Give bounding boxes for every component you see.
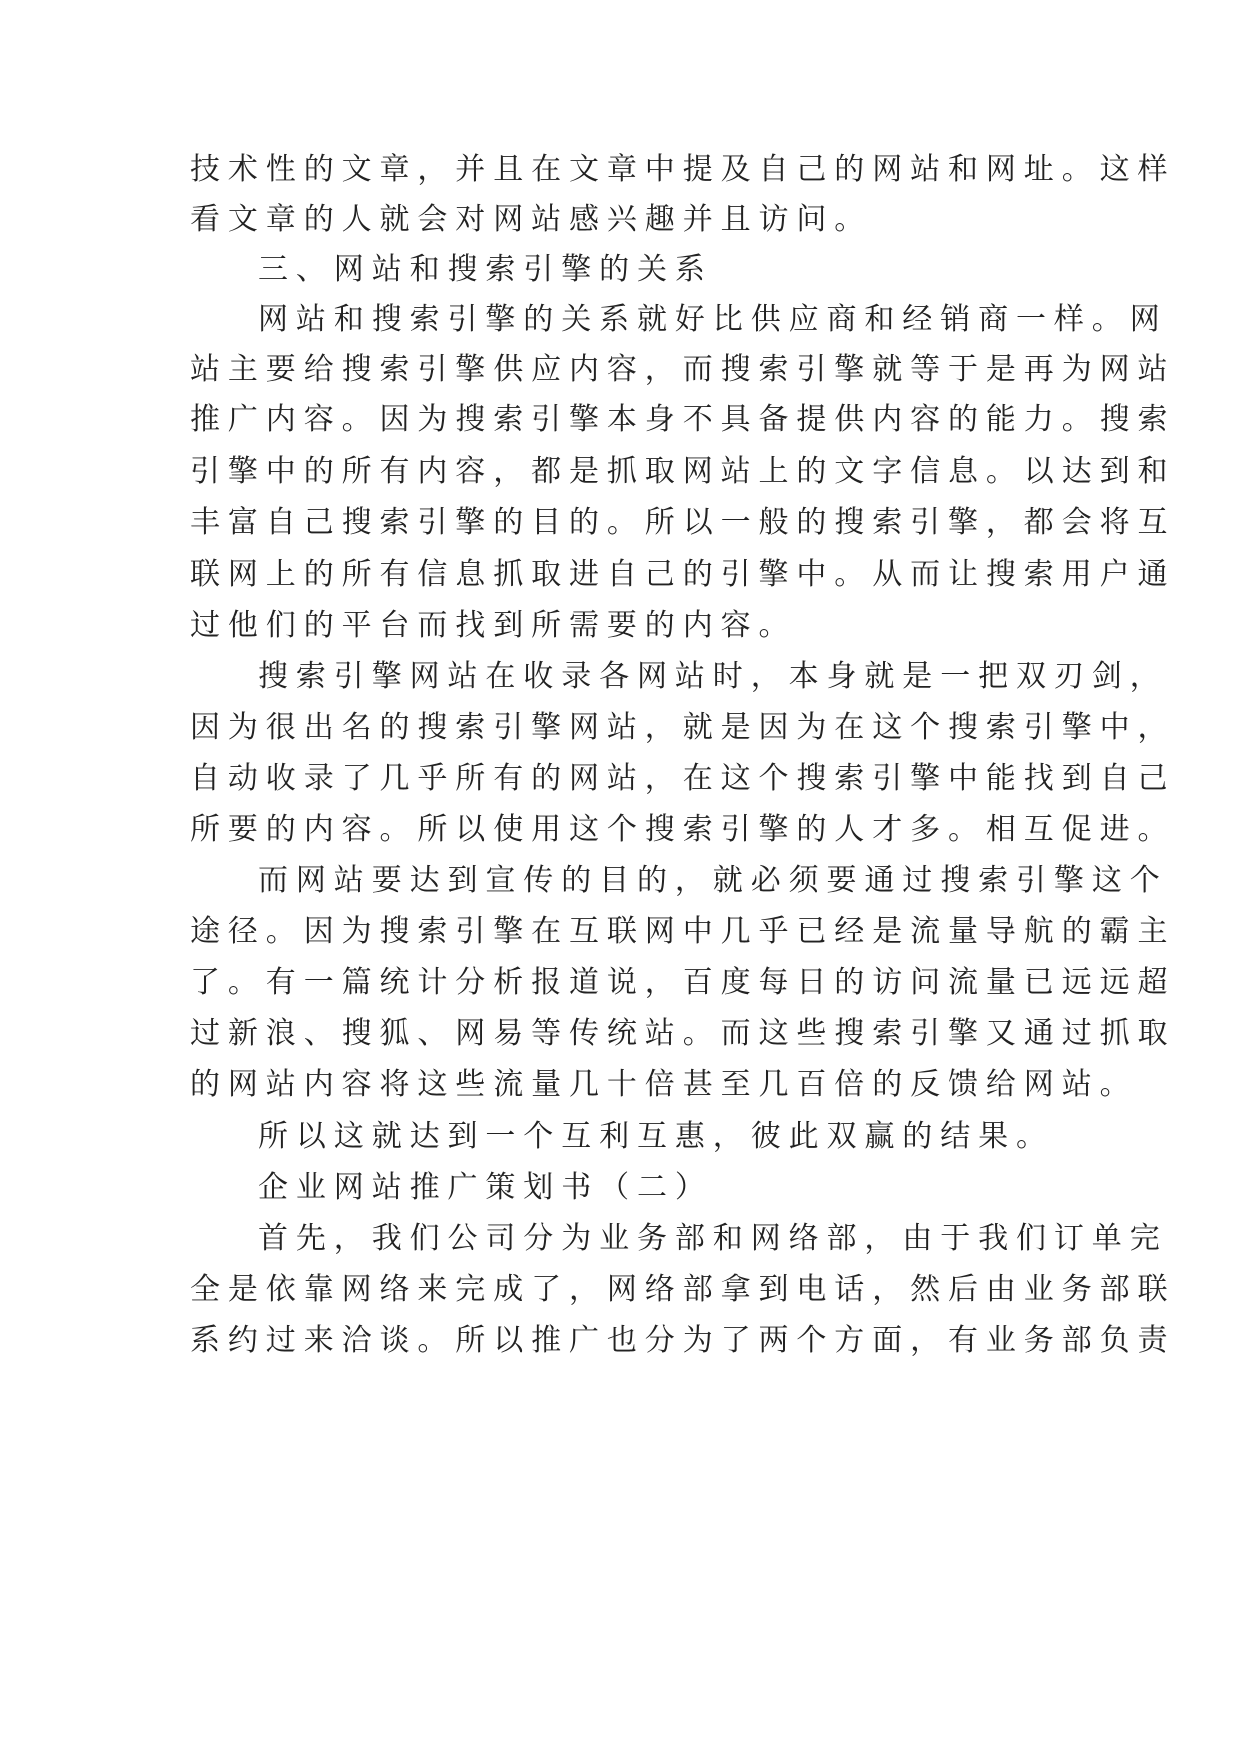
text-line: 过他们的平台而找到所需要的内容。 [190, 608, 797, 643]
text-line: 因为很出名的搜索引擎网站，就是因为在这个搜索引擎中， [190, 710, 1176, 745]
text-line: 搜索引擎网站在收录各网站时，本身就是一把双刃剑， [258, 659, 1168, 694]
text-line: 系约过来洽谈。所以推广也分为了两个方面，有业务部负责 [190, 1323, 1176, 1358]
text-line: 首先，我们公司分为业务部和网络部，由于我们订单完 [258, 1221, 1168, 1256]
text-line: 技术性的文章，并且在文章中提及自己的网站和网址。这样 [190, 152, 1176, 187]
text-line: 途径。因为搜索引擎在互联网中几乎已经是流量导航的霸主 [190, 914, 1176, 949]
text-line: 看文章的人就会对网站感兴趣并且访问。 [190, 202, 873, 237]
text-line: 所以这就达到一个互利互惠，彼此双赢的结果。 [258, 1119, 1054, 1154]
text-line: 所要的内容。所以使用这个搜索引擎的人才多。相互促进。 [190, 812, 1176, 847]
text-line: 过新浪、搜狐、网易等传统站。而这些搜索引擎又通过抓取 [190, 1016, 1176, 1051]
text-line: 而网站要达到宣传的目的，就必须要通过搜索引擎这个 [258, 863, 1168, 898]
text-line: 站主要给搜索引擎供应内容，而搜索引擎就等于是再为网站 [190, 352, 1176, 387]
section-heading: 企业网站推广策划书（二） [258, 1170, 713, 1205]
text-line: 网站和搜索引擎的关系就好比供应商和经销商一样。网 [258, 302, 1168, 337]
section-heading: 三、网站和搜索引擎的关系 [258, 252, 713, 287]
text-line: 全是依靠网络来完成了，网络部拿到电话，然后由业务部联 [190, 1272, 1176, 1307]
text-line: 联网上的所有信息抓取进自己的引擎中。从而让搜索用户通 [190, 557, 1176, 592]
text-line: 丰富自己搜索引擎的目的。所以一般的搜索引擎，都会将互 [190, 505, 1176, 540]
text-line: 引擎中的所有内容，都是抓取网站上的文字信息。以达到和 [190, 454, 1176, 489]
text-line: 推广内容。因为搜索引擎本身不具备提供内容的能力。搜索 [190, 402, 1176, 437]
text-line: 的网站内容将这些流量几十倍甚至几百倍的反馈给网站。 [190, 1067, 1138, 1102]
text-line: 了。有一篇统计分析报道说，百度每日的访问流量已远远超 [190, 965, 1176, 1000]
text-line: 自动收录了几乎所有的网站，在这个搜索引擎中能找到自己 [190, 761, 1176, 796]
